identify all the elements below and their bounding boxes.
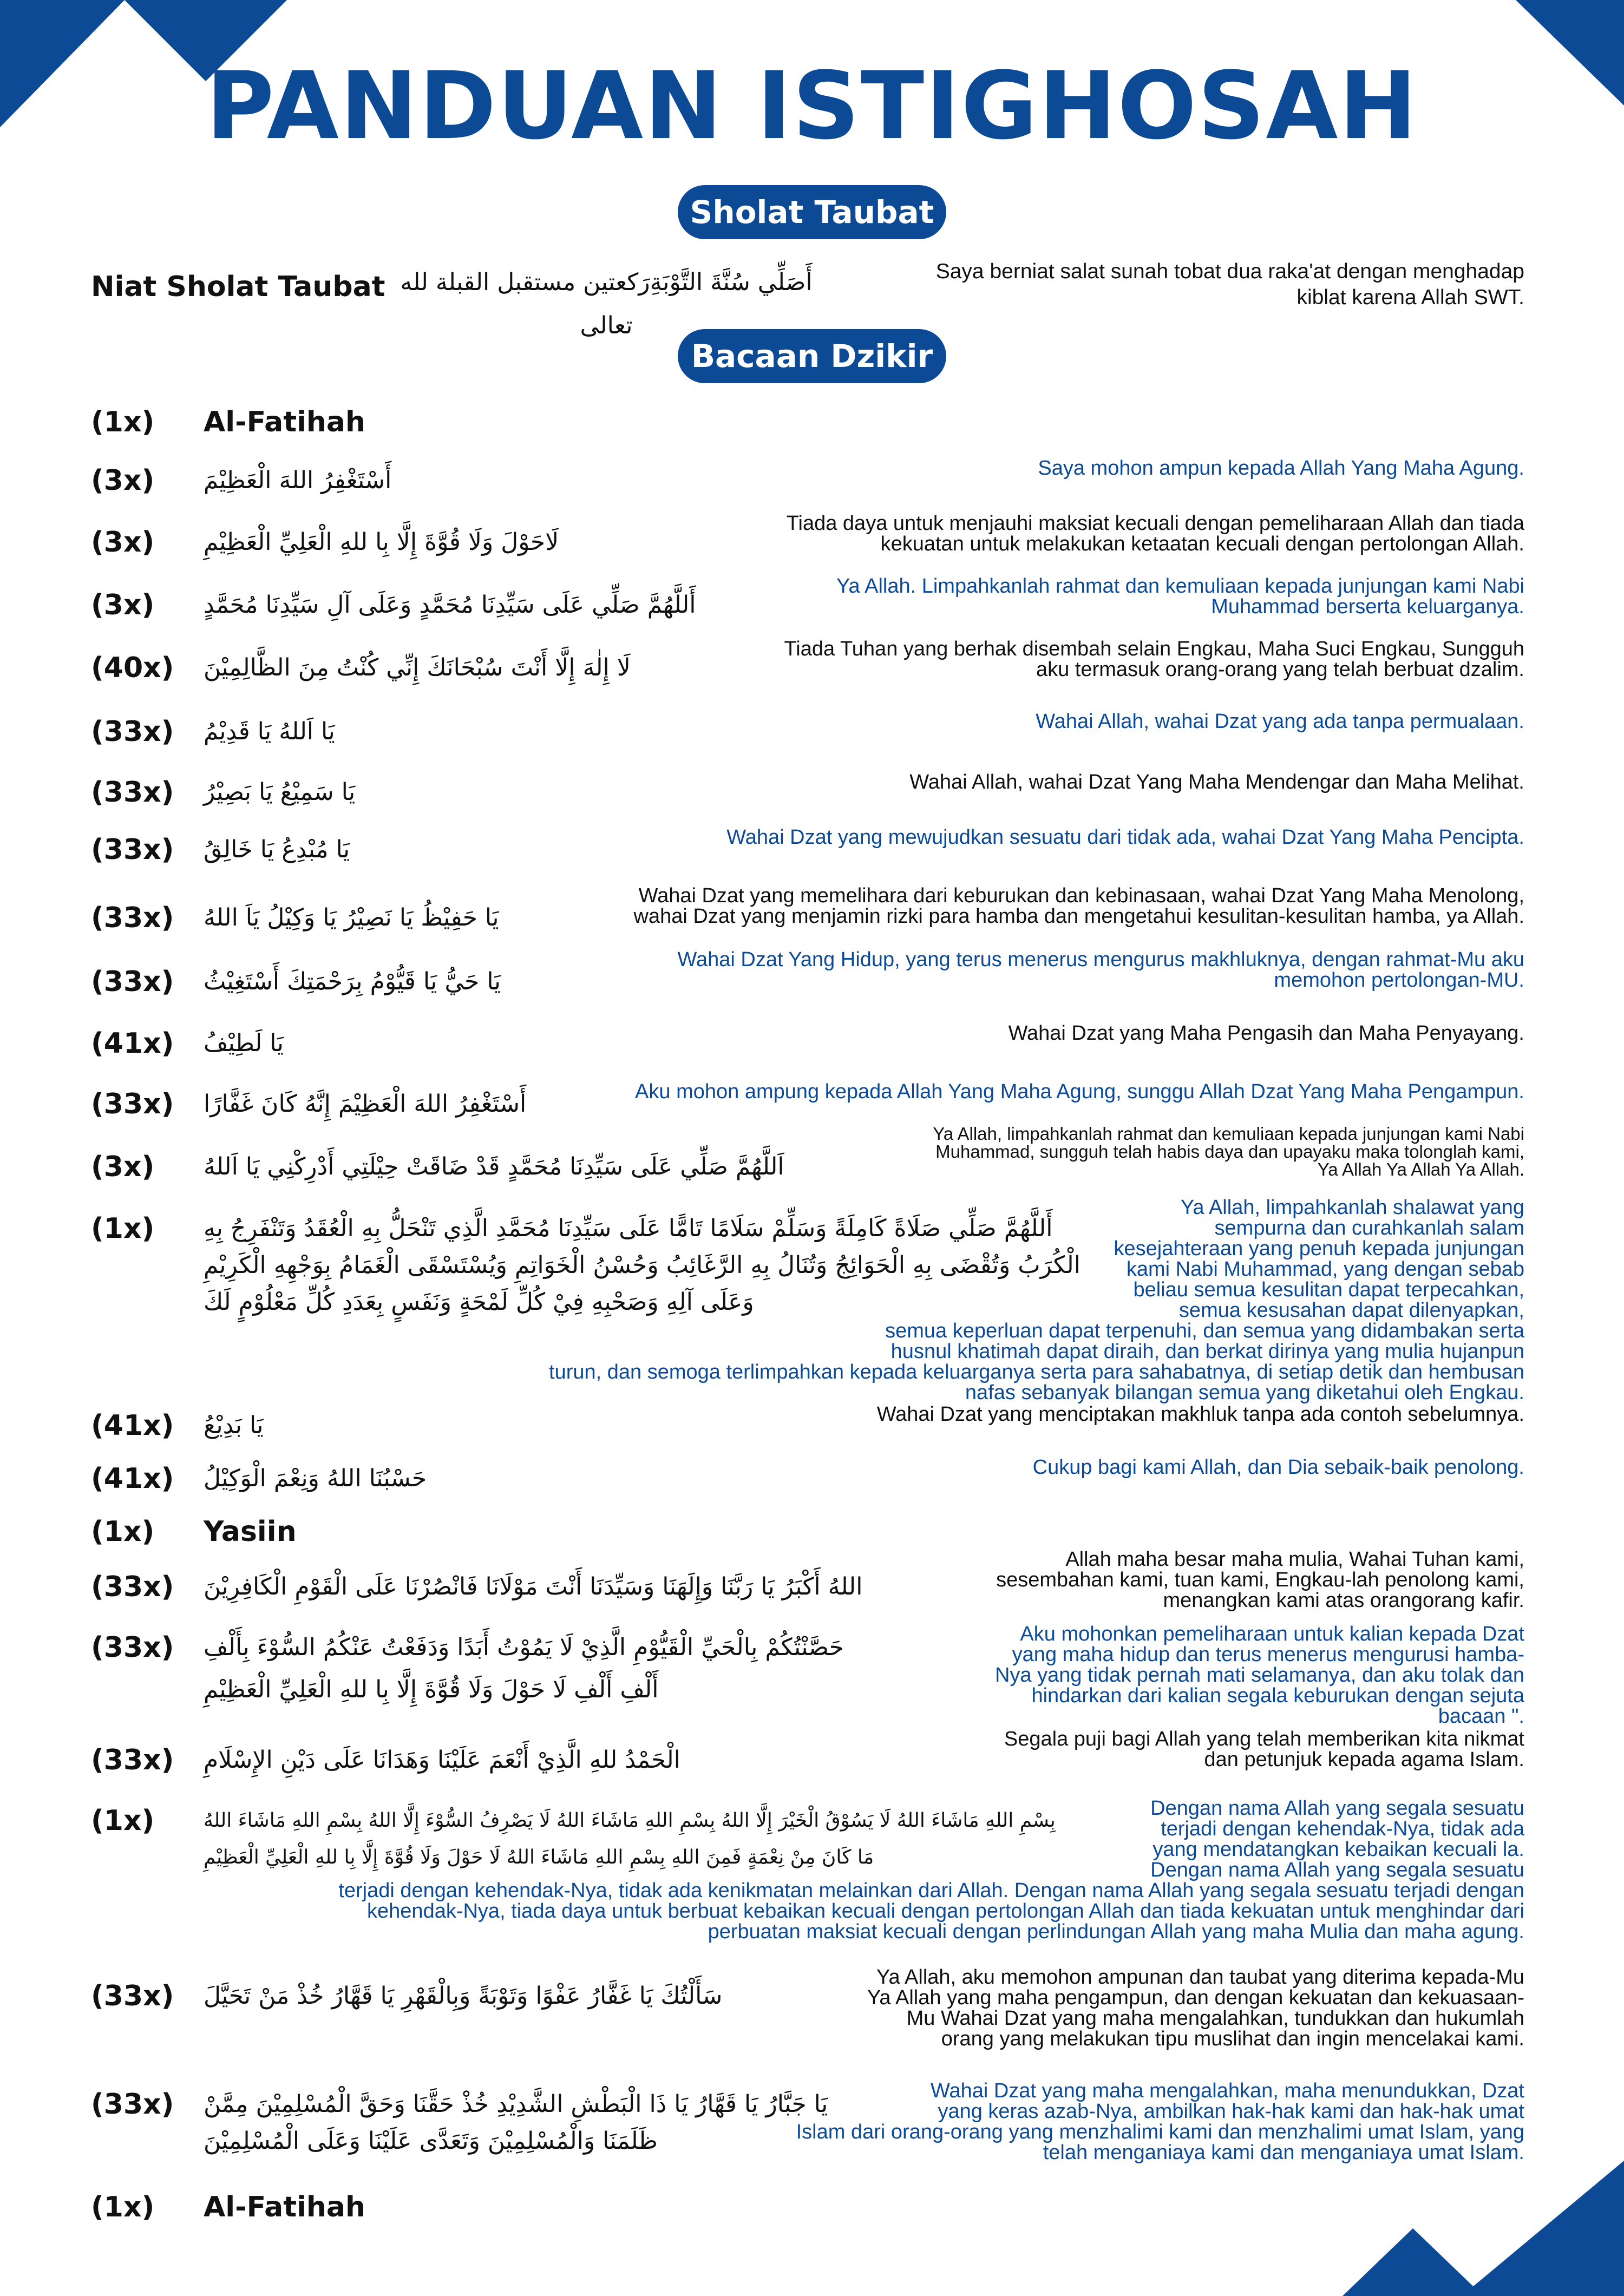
translation-line: terjadi dengan kehendak-Nya, tidak ada [1161,1818,1524,1840]
dzikir-arabic-text: الْحَمْدُ للهِ الَّذِيْ أَنْعَمَ عَلَيْنَا وَهَدَانَا عَلَى دَيْنِ الإِسْلَامِ [204,1746,680,1774]
translation-line: Wahai Allah, wahai Dzat Yang Maha Mendengar dan Maha Melihat. [909,771,1524,793]
dzikir-arabic-text: أَسْتَغْفِرُ اللهَ الْعَظِيْمَ إِنَّهُ كَانَ غَفَّارًا [204,1090,527,1118]
dzikir-arabic-text: يَا اَللهُ يَا قَدِيْمُ [204,718,335,745]
translation-line: semua kesusahan dapat dilenyapkan, [1178,1299,1524,1322]
dzikir-count: (33x) [91,902,174,934]
translation-line: sesembahan kami, tuan kami, Engkau-lah penolong kami, [996,1569,1524,1591]
dzikir-translation [726,827,1524,848]
translation-line: Cukup bagi kami Allah, dan Dia sebaik-baik penolong. [1032,1456,1524,1479]
translation-line: Dengan nama Allah yang segala sesuatu [1150,1859,1524,1881]
dzikir-arabic-text: وَعَلَى آلِهِ وَصَحْبِهِ فِيْ كُلِّ لَمْحَةٍ وَنَفَسٍ بِعَدَدِ كُلِّ مَعْلُوْمٍ لَكَ [204,1288,754,1316]
translation-line: dan petunjuk kepada agama Islam. [1204,1748,1524,1771]
dzikir-count: (33x) [91,1631,174,1664]
dzikir-translation [1033,1457,1524,1478]
dzikir-arabic-text: بِسْمِ اللهِ مَاشَاءَ اللهُ لَا يَسُوْقُ الْخَيْرَ إِلَّا اللهُ بِسْمِ اللهِ مَاشَاءَ اللهُ لَا يَصْرِفُ السُّوْءَ إِلَّا اللهُ بِسْمِ اللهِ مَاشَاءَ اللهُ [204,1809,1056,1832]
translation-line: semua keperluan dapat terpenuhi, dan semua yang didambakan serta [885,1320,1524,1342]
dzikir-arabic-text: سَأَلْتُكَ يَا غَفَّارُ عَفْوًا وَتَوْبَةً وَبِالْقَهْرِ يَا قَهَّارُ خُذْ مَنْ تَحَيَّلَ [204,1982,723,2010]
dzikir-translation [836,576,1524,617]
translation-line: Ya Allah, limpahkanlah shalawat yang [1180,1196,1524,1219]
dzikir-translation [996,1549,1524,1611]
translation-line: orang yang melakukan tipu muslihat dan ingin mencelakai kami. [941,2028,1524,2050]
translation-line: Wahai Dzat yang maha mengalahkan, maha menundukkan, Dzat [931,2079,1524,2102]
dzikir-count: (41x) [91,1462,174,1495]
translation-line: Ya Allah. Limpahkanlah rahmat dan kemuliaan kepada junjungan kami Nabi [836,575,1524,598]
translation-line: Aku mohon ampung kepada Allah Yang Maha Agung, sunggu Allah Dzat Yang Maha Pengampun. [635,1080,1524,1103]
translation-line: Muhammad berserta keluarganya. [1211,595,1524,618]
translation-line: terjadi dengan kehendak-Nya, tidak ada kenikmatan melainkan dari Allah. Dengan nama Allah yang segala sesuatu terjadi dengan [338,1879,1524,1902]
dzikir-arabic-text: يَا بَدِيْعُ [204,1412,264,1439]
dzikir-arabic-text: أَسْتَغْفِرُ اللهَ الْعَظِيْمَ [204,467,392,494]
translation-line: Wahai Dzat yang memelihara dari keburukan dan kebinasaan, wahai Dzat Yang Maha Menolong, [638,884,1524,907]
dzikir-arabic-text: يَا جَبَّارُ يَا قَهَّارُ يَا ذَا الْبَطْشِ الشَّدِيْدِ خُذْ حَقَّنَا وَحَقَّ الْمُسْلِمِيْنَ مِمَّنْ [204,2090,828,2118]
translation-line: Ya Allah, limpahkanlah rahmat dan kemuliaan kepada junjungan kami Nabi [933,1124,1524,1144]
dzikir-count: (41x) [91,1409,174,1442]
dzikir-translation [796,2081,1524,2163]
translation-line: beliau semua kesulitan dapat terpecahkan, [1133,1278,1524,1301]
dzikir-count: (1x) [91,1805,155,1837]
dzikir-translation [635,1081,1524,1102]
niat-translation-line: kiblat karena Allah SWT. [1296,286,1524,309]
dzikir-translation [1009,1023,1524,1044]
niat-translation-line: Saya berniat salat sunah tobat dua raka'at dengan menghadap [935,260,1524,283]
translation-line: Wahai Dzat yang mewujudkan sesuatu dari tidak ada, wahai Dzat Yang Maha Pencipta. [726,826,1524,849]
dzikir-count: (33x) [91,966,174,998]
niat-label: Niat Sholat Taubat [91,271,385,303]
dzikir-translation [1036,711,1524,732]
dzikir-translation [1038,458,1524,478]
translation-line: wahai Dzat yang menjamin rizki para hamba dan mengetahui kesulitan-kesulitan hamba, ya Allah. [633,905,1524,928]
translation-line: Ya Allah Ya Allah Ya Allah. [1317,1159,1524,1179]
translation-line: kesejahteraan yang penuh kepada junjungan [1114,1237,1524,1260]
translation-line: perbuatan maksiat kecuali dengan perlindungan Allah yang maha Mulia dan maha agung. [708,1920,1524,1943]
translation-line: yang keras azab-Nya, ambilkan hak-hak kami dan hak-hak umat [938,2100,1524,2123]
dzikir-count: (1x) [91,2191,155,2223]
dzikir-count: (33x) [91,716,174,748]
translation-line: turun, dan semoga terlimpahkan kepada keluarganya serta para sahabatnya, di setiap detik dan hembusan [549,1361,1524,1383]
dzikir-count: (3x) [91,526,155,559]
dzikir-translation [784,639,1524,680]
dzikir-count: (3x) [91,464,155,497]
dzikir-count: (40x) [91,652,174,684]
dzikir-translation [909,772,1524,792]
dzikir-count: (1x) [91,1516,155,1548]
corner-decoration-bottom-right [1343,2161,1624,2296]
translation-line: nafas sebanyak bilangan semua yang diketahui oleh Engkau. [965,1381,1524,1404]
section-heading-bacaan-dzikir: Bacaan Dzikir [678,329,946,383]
translation-line: telah menganiaya kami dan menganiaya umat Islam. [1043,2141,1524,2164]
dzikir-arabic-text: أَلْفِ أَلْفِ لَا حَوْلَ وَلَا قُوَّةَ إِلَّا بِا للهِ الْعَلِيِّ الْعَظِيْمِ [204,1676,659,1703]
dzikir-arabic-text: يَا مُبْدِعُ يَا خَالِقُ [204,836,350,863]
translation-line: memohon pertolongan-MU. [1274,969,1524,992]
dzikir-count: (33x) [91,834,174,866]
translation-line: Saya mohon ampun kepada Allah Yang Maha Agung. [1038,457,1524,480]
dzikir-translation [338,1798,1524,1942]
translation-line: Aku mohonkan pemeliharaan untuk kalian kepada Dzat [1020,1623,1524,1645]
dzikir-translation [787,513,1524,554]
dzikir-translation [1004,1729,1524,1770]
dzikir-translation [933,1125,1524,1178]
dzikir-translation [877,1404,1524,1425]
dzikir-translation [634,885,1524,927]
dzikir-arabic-text: لَاحَوْلَ وَلَا قُوَّةَ إِلَّا بِا للهِ الْعَلِيِّ الْعَظِيْمِ [204,528,559,556]
dzikir-arabic-text: يَا لَطِيْفُ [204,1029,284,1057]
translation-line: hindarkan dari kalian segala keburukan dengan sejuta [1031,1684,1524,1707]
dzikir-arabic-text: ظَلَمَنَا وَالْمُسْلِمِيْنَ وَتَعَدَّى عَلَيْنَا وَعَلَى الْمُسْلِمِيْنَ [204,2127,658,2155]
dzikir-translation [995,1624,1524,1727]
translation-line: Wahai Dzat yang Maha Pengasih dan Maha Penyayang. [1008,1022,1524,1045]
dzikir-count: (3x) [91,1151,155,1183]
translation-line: Nya yang tidak pernah mati selamanya, dan aku tolak dan [994,1664,1524,1687]
dzikir-heading: Yasiin [204,1516,297,1548]
dzikir-count: (33x) [91,1744,174,1776]
dzikir-arabic-text: حَصَّنْتُكُمْ بِالْحَيِّ الْقَيُّوْمِ الَّذِيْ لَا يَمُوْتُ أَبَدًا وَدَفَعْتُ عَنْكُمُ السُّوْءَ بِأَلْفِ [204,1634,844,1661]
dzikir-heading: Al-Fatihah [204,406,366,438]
dzikir-arabic-text: يَا سَمِيْعُ يَا بَصِيْرُ [204,778,356,806]
translation-line: Wahai Dzat yang menciptakan makhluk tanpa ada contoh sebelumnya. [876,1403,1524,1426]
dzikir-arabic-text: اَللَّهُمَّ صَلِّي عَلَى سَيِّدِنَا مُحَمَّدٍ قَدْ ضَاقَتْ حِيْلَتِي أَدْرِكْنِي يَا اَللهُ [204,1153,784,1180]
dzikir-arabic-text: أَللَّهُمَّ صَلِّي صَلَاةً كَامِلَةً وَسَلِّمْ سَلَامًا تَامًّا عَلَى سَيِّدِنَا مُحَمَّدِ الَّذِي تَنْحَلُّ بِهِ الْعُقَدُ وَتَنْفَرِجُ بِهِ [204,1215,1053,1242]
translation-line: bacaan ". [1438,1705,1524,1728]
translation-line: Ya Allah yang maha pengampun, dan dengan kekuatan dan kekuasaan- [867,1986,1524,2009]
dzikir-count: (33x) [91,1980,174,2012]
dzikir-translation [678,949,1524,990]
dzikir-count: (1x) [91,1212,155,1245]
dzikir-arabic-text: يَا حَفِيْظُ يَا نَصِيْرُ يَا وَكِيْلُ يَاَ اللهُ [204,904,499,931]
translation-line: Segala puji bagi Allah yang telah memberikan kita nikmat [1004,1728,1524,1750]
niat-arabic-text: أَصَلِّي سُنَّةَ التَّوْبَةِرَكعتين مستقبل القبلة لله تعالى [400,268,813,339]
translation-line: aku termasuk orang-orang yang telah berbuat dzalim. [1036,658,1524,681]
dzikir-count: (33x) [91,1571,174,1603]
niat-translation [929,259,1524,311]
dzikir-arabic-text: أَللَّهُمَّ صَلِّي عَلَى سَيِّدِنَا مُحَمَّدٍ وَعَلَى آلِ سَيِّدِنَا مُحَمَّدٍ [204,591,696,619]
translation-line: Wahai Allah, wahai Dzat yang ada tanpa permualaan. [1036,710,1524,733]
dzikir-count: (1x) [91,406,155,438]
translation-line: Wahai Dzat Yang Hidup, yang terus menerus mengurus makhluknya, dengan rahmat-Mu aku [677,948,1524,971]
dzikir-count: (41x) [91,1027,174,1060]
dzikir-translation [867,1967,1524,2049]
dzikir-heading: Al-Fatihah [204,2191,366,2223]
dzikir-count: (3x) [91,589,155,621]
dzikir-count: (33x) [91,776,174,809]
dzikir-count: (33x) [91,1088,174,1120]
dzikir-count: (33x) [91,2088,174,2121]
translation-line: Tiada Tuhan yang berhak disembah selain Engkau, Maha Suci Engkau, Sungguh [784,638,1524,660]
section-heading-sholat-taubat: Sholat Taubat [678,185,946,239]
dzikir-arabic-text: اللهُ أَكْبَرُ يَا رَبَّنَا وَإِلَهَنَا وَسَيِّدَنَا أَنْتَ مَوْلَانَا فَانْصُرْنَا عَلَى الْقَوْمِ الْكَافِرِيْنَ [204,1573,863,1600]
translation-line: yang maha hidup dan terus menerus mengurusi hamba- [1012,1643,1524,1666]
translation-line: Muhammad, sungguh telah habis daya dan upayaku maka tolonglah kami, [935,1142,1524,1162]
translation-line: yang mendatangkan kebaikan kecuali la. [1152,1838,1524,1861]
translation-line: kami Nabi Muhammad, yang dengan sebab [1126,1258,1524,1281]
translation-line: Tiada daya untuk menjauhi maksiat kecuali dengan pemeliharaan Allah dan tiada [786,512,1524,535]
translation-line: kekuatan untuk melakukan ketaatan kecuali dengan pertolongan Allah. [880,533,1524,555]
translation-line: Islam dari orang-orang yang menzhalimi kami dan menzhalimi umat Islam, yang [796,2121,1524,2143]
page-title: PANDUAN ISTIGHOSAH [206,51,1418,160]
translation-line: Dengan nama Allah yang segala sesuatu [1150,1797,1524,1820]
translation-line: Allah maha besar maha mulia, Wahai Tuhan kami, [1065,1548,1524,1571]
dzikir-arabic-text: مَا كَانَ مِنْ نِعْمَةٍ فَمِنَ اللهِ بِسْمِ اللهِ مَاشَاءَ اللهُ لَا حَوْلَ وَلَا قُوَّةَ إِلَّا بِا للهِ الْعَلِيِّ الْعَظِيْمِ [204,1846,874,1868]
translation-line: sempurna dan curahkanlah salam [1214,1217,1524,1239]
translation-line: husnul khatimah dapat diraih, dan berkat dirinya yang mulia hujanpun [890,1340,1524,1363]
dzikir-arabic-text: حَسْبُنَا اللهُ وَنِعْمَ الْوَكِيْلُ [204,1465,427,1492]
dzikir-translation [549,1197,1524,1403]
translation-line: Ya Allah, aku memohon ampunan dan taubat yang diterima kepada-Mu [876,1966,1524,1989]
dzikir-arabic-text: يَا حَيُّ يَا قَيُّوْمُ بِرَحْمَتِكَ أَسْتَغِيْثُ [204,968,501,995]
translation-line: kehendak-Nya, tiada daya untuk berbuat kebaikan kecuali dengan pertolongan Allah dan tiada kekuatan untuk menghindar dari [367,1900,1524,1923]
translation-line: Mu Wahai Dzat yang maha mengalahkan, tundukkan dan hukumlah [906,2007,1524,2030]
translation-line: menangkan kami atas orangorang kafir. [1163,1589,1524,1612]
dzikir-arabic-text: لَا إِلٰهَ إِلَّا أَنْتَ سُبْحَانَكَ إِنِّي كُنْتُ مِنَ الظَّالِمِيْنَ [204,654,631,681]
dzikir-arabic-text: الْكُرَبُ وَتُقْضَى بِهِ الْحَوَائِجُ وَتُنَالُ بِهِ الرَّغَائِبُ وَحُسْنُ الْخَوَاتِمِ وَيُسْتَسْقَى الْغَمَامُ بِوَجْهِهِ الْكَرِيْمِ [204,1251,1081,1279]
